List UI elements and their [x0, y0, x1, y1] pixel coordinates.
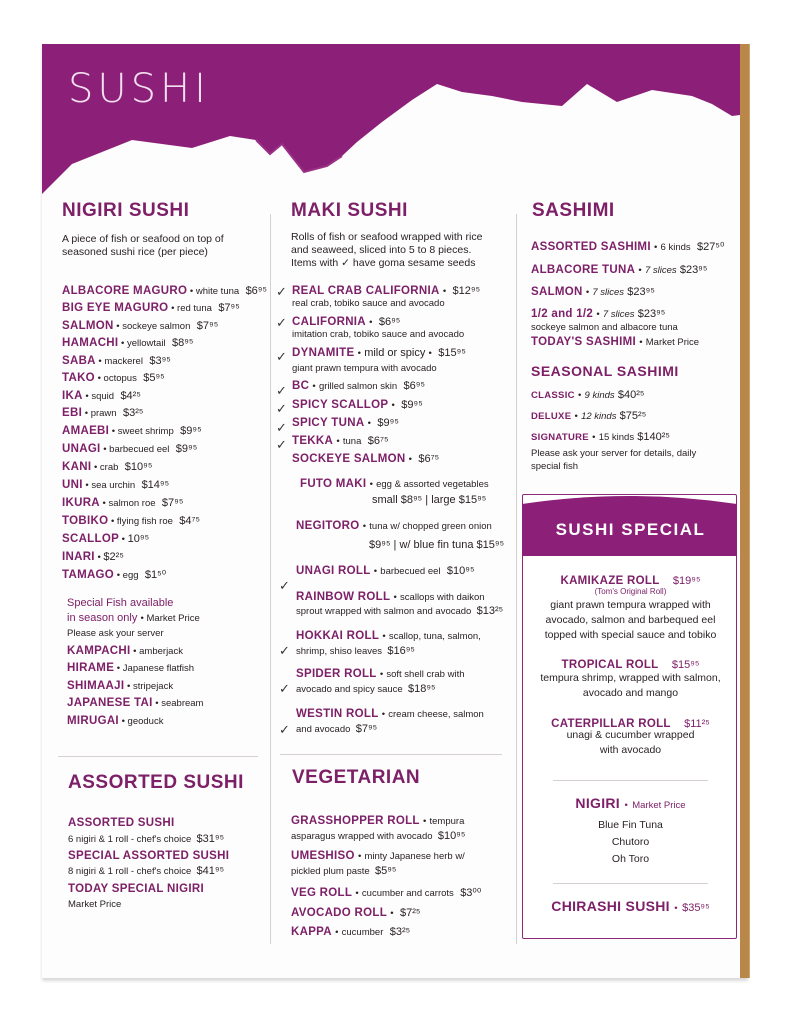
menu-item: UNAGI • barbecued eel $9⁹⁵ [62, 443, 198, 455]
menu-item-desc: and avocado $7⁹⁵ [296, 723, 378, 735]
menu-item-desc: asparagus wrapped with avocado $10⁹⁵ [291, 830, 466, 842]
menu-item: IKA • squid $4²⁵ [62, 390, 141, 402]
menu-item: NIGIRI • Market Price [575, 795, 686, 811]
sushi-special-box [522, 494, 737, 939]
menu-item: HAMACHI • yellowtail $8⁹⁵ [62, 337, 194, 349]
sesame-check-icon: ✓ [279, 722, 290, 737]
menu-item: UMESHISO • minty Japanese herb w/ [291, 850, 465, 862]
sesame-check-icon: ✓ [276, 401, 287, 416]
menu-item: 1/2 and 1/2 • 7 slices $23⁹⁵ [531, 308, 666, 320]
special-divider [553, 780, 708, 781]
menu-item: UNI • sea urchin $14⁹⁵ [62, 479, 170, 491]
menu-item: UNAGI ROLL • barbecued eel $10⁹⁵ [296, 565, 475, 577]
menu-item: CLASSIC • 9 kinds $40²⁵ [531, 389, 645, 401]
menu-page [42, 44, 748, 978]
menu-item: ALBACORE MAGURO • white tuna $6⁹⁵ [62, 285, 268, 297]
menu-item: TAMAGO • egg $1⁵⁰ [62, 569, 167, 581]
menu-item: KAPPA • cucumber $3²⁵ [291, 926, 411, 938]
assorted-heading: ASSORTED SUSHI [68, 772, 244, 793]
page-title: SUSHI [68, 66, 210, 112]
menu-item: RAINBOW ROLL • scallops with daikon [296, 591, 485, 603]
menu-item-desc: imitation crab, tobiko sauce and avocado [292, 329, 465, 340]
menu-item: TODAY'S SASHIMI • Market Price [531, 336, 700, 348]
menu-item: CATERPILLAR ROLL $11²⁵ [551, 718, 710, 730]
menu-item: SALMON • 7 slices $23⁹⁵ [531, 286, 655, 298]
menu-item-desc: sockeye salmon and albacore tuna [531, 322, 678, 333]
maki-intro: Rolls of fish or seafood wrapped with rice [291, 231, 483, 243]
menu-item-desc: avocado and spicy sauce $18⁹⁵ [296, 683, 436, 695]
menu-item: WESTIN ROLL • cream cheese, salmon [296, 708, 484, 720]
menu-item: KANI • crab $10⁹⁵ [62, 461, 153, 473]
menu-item-desc: sprout wrapped with salmon and avocado $13²⁵ [296, 605, 504, 617]
menu-item: BC • grilled salmon skin $6⁹⁵ [292, 380, 426, 392]
nigiri-heading: NIGIRI SUSHI [62, 200, 190, 221]
sesame-check-icon: ✓ [279, 643, 290, 658]
sesame-check-icon: ✓ [276, 315, 287, 330]
menu-item-desc: avocado, salmon and barbequed eel [545, 614, 716, 626]
seasonal-note: special fish [531, 461, 578, 472]
menu-item: TEKKA • tuna $6⁷⁵ [292, 435, 389, 447]
menu-item: EBI • prawn $3²⁵ [62, 407, 144, 419]
menu-item: KAMIKAZE ROLL $19⁹⁵ [560, 575, 701, 587]
menu-item-desc: with avocado [599, 744, 662, 756]
nigiri-option: Blue Fin Tuna [598, 819, 663, 831]
menu-item-desc: real crab, tobiko sauce and avocado [292, 298, 445, 309]
menu-item: SIGNATURE • 15 kinds $140²⁵ [531, 431, 670, 443]
menu-item: TOBIKO • flying fish roe $4⁷⁵ [62, 515, 201, 527]
special-fish-note: Special Fish available [67, 597, 174, 609]
menu-item: REAL CRAB CALIFORNIA • $12⁹⁵ [292, 285, 481, 297]
menu-item: TODAY SPECIAL NIGIRI [68, 883, 204, 895]
sesame-check-icon: ✓ [276, 383, 287, 398]
menu-item-desc: giant prawn tempura wrapped with [550, 599, 711, 611]
menu-item: DYNAMITE • mild or spicy • $15⁹⁵ [292, 347, 466, 359]
menu-item-desc: avocado and mango [582, 687, 679, 699]
menu-item: SPIDER ROLL • soft shell crab with [296, 668, 465, 680]
seasonal-note: Please ask your server for details, daily [531, 448, 697, 459]
menu-item: BIG EYE MAGURO • red tuna $7⁹⁵ [62, 302, 240, 314]
maki-heading: MAKI SUSHI [291, 200, 408, 221]
special-fish-note: in season only • Market Price [67, 612, 200, 624]
special-heading: SUSHI SPECIAL [555, 520, 706, 539]
wood-edge [740, 44, 749, 978]
menu-item: FUTO MAKI • egg & assorted vegetables [300, 478, 489, 490]
menu-item-desc: giant prawn tempura with avocado [292, 363, 437, 374]
menu-item: KAMPACHI • amberjack [67, 645, 183, 657]
menu-item: JAPANESE TAI • seabream [67, 697, 204, 709]
menu-item: SPECIAL ASSORTED SUSHI [68, 850, 230, 862]
menu-item-desc: 6 nigiri & 1 roll - chef's choice $31⁹⁵ [68, 833, 225, 845]
menu-item: ALBACORE TUNA • 7 slices $23⁹⁵ [531, 264, 708, 276]
seasonal-heading: SEASONAL SASHIMI [531, 363, 679, 379]
menu-item: TROPICAL ROLL $15⁹⁵ [561, 659, 700, 671]
maki-intro: and seaweed, sliced into 5 to 8 pieces. [291, 244, 472, 256]
menu-item: CHIRASHI SUSHI • $35⁹⁵ [551, 898, 710, 914]
special-fish-season: in season only [67, 612, 138, 624]
special-divider [553, 883, 708, 884]
menu-item: AVOCADO ROLL • $7²⁵ [291, 907, 421, 919]
menu-item-desc: shrimp, shiso leaves $16⁹⁵ [296, 645, 415, 657]
sesame-check-icon: ✓ [276, 420, 287, 435]
menu-item-sub: (Tom's Original Roll) [594, 587, 667, 596]
sesame-check-icon: ✓ [276, 437, 287, 452]
special-fish-ask: Please ask your server [67, 628, 164, 639]
menu-item: SOCKEYE SALMON • $6⁷⁵ [292, 453, 440, 465]
menu-item: HIRAME • Japanese flatfish [67, 662, 195, 674]
menu-item: NEGITORO • tuna w/ chopped green onion [296, 520, 492, 532]
menu-item: AMAEBI • sweet shrimp $9⁹⁵ [62, 425, 202, 437]
maki-intro: Items with ✓ have goma sesame seeds [291, 257, 476, 269]
menu-item-desc: Market Price [68, 899, 122, 910]
menu-item-price: small $8⁹⁵ | large $15⁹⁵ [372, 494, 487, 506]
menu-item: GRASSHOPPER ROLL • tempura [291, 815, 465, 827]
menu-item: HOKKAI ROLL • scallop, tuna, salmon, [296, 630, 481, 642]
menu-item: DELUXE • 12 kinds $75²⁵ [531, 410, 647, 422]
column-divider [270, 214, 271, 754]
menu-item: SCALLOP • 10⁹⁵ [62, 533, 150, 545]
column-divider [516, 214, 517, 944]
column-divider [270, 754, 271, 944]
menu-item-desc: unagi & cucumber wrapped [566, 729, 695, 741]
menu-item-desc: 8 nigiri & 1 roll - chef's choice $41⁹⁵ [68, 865, 225, 877]
menu-item: SHIMAAJI • stripejack [67, 680, 174, 692]
menu-item: ASSORTED SUSHI [68, 817, 175, 829]
menu-item: TAKO • octopus $5⁹⁵ [62, 372, 165, 384]
section-divider [280, 754, 502, 755]
nigiri-option: Chutoro [611, 836, 650, 848]
menu-item: IKURA • salmon roe $7⁹⁵ [62, 497, 184, 509]
vegetarian-heading: VEGETARIAN [292, 767, 421, 788]
menu-item: MIRUGAI • geoduck [67, 715, 164, 727]
menu-item-desc: pickled plum paste $5⁹⁵ [291, 865, 397, 877]
menu-item: SPICY TUNA • $9⁹⁵ [292, 417, 399, 429]
nigiri-intro: A piece of fish or seafood on top of [62, 233, 224, 245]
menu-item: SALMON • sockeye salmon $7⁹⁵ [62, 320, 219, 332]
menu-item: VEG ROLL • cucumber and carrots $3⁰⁰ [291, 887, 482, 899]
menu-item: CALIFORNIA • $6⁹⁵ [292, 316, 401, 328]
sesame-check-icon: ✓ [279, 681, 290, 696]
menu-item: SPICY SCALLOP • $9⁹⁵ [292, 399, 423, 411]
sesame-check-icon: ✓ [276, 349, 287, 364]
menu-item: SABA • mackerel $3⁹⁵ [62, 355, 171, 367]
nigiri-option: Oh Toro [611, 853, 650, 865]
sesame-check-icon: ✓ [276, 284, 287, 299]
menu-item-desc: topped with special sauce and tobiko [544, 629, 717, 641]
menu-item: INARI • $2²⁵ [62, 551, 124, 563]
menu-item: ASSORTED SASHIMI • 6 kinds $27⁵⁰ [531, 241, 725, 253]
menu-item-desc: tempura shrimp, wrapped with salmon, [540, 672, 721, 684]
nigiri-intro: seasoned sushi rice (per piece) [62, 246, 208, 258]
menu-item-price: $9⁹⁵ | w/ blue fin tuna $15⁹⁵ [369, 539, 505, 551]
section-divider [58, 756, 258, 757]
sashimi-heading: SASHIMI [532, 200, 615, 221]
sesame-check-icon: ✓ [279, 578, 290, 593]
special-fish-price: Market Price [146, 613, 200, 624]
